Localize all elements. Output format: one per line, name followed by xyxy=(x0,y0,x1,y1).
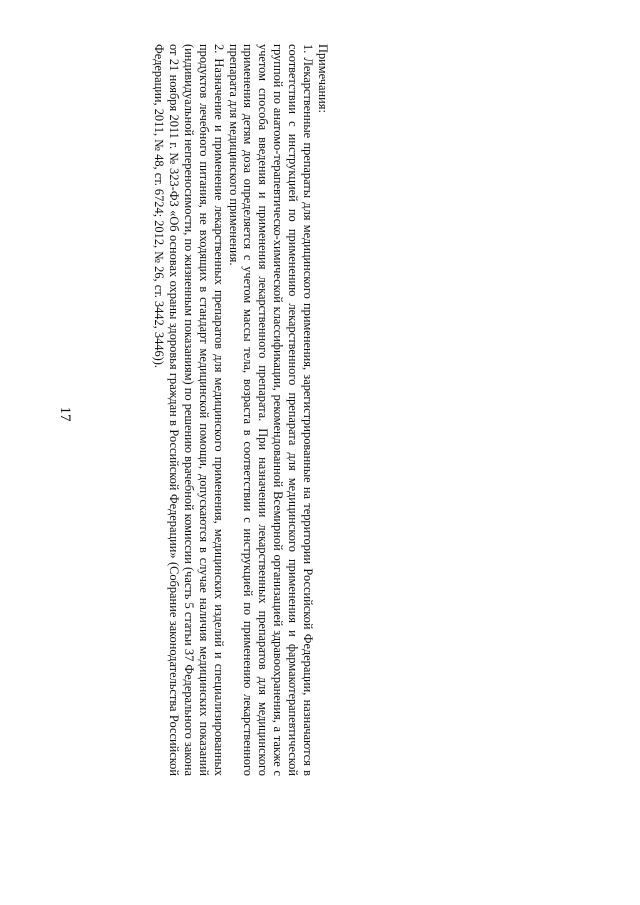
note-item-2: 2. Назначение и применение лекарственных препаратов для медицинского применения, медицинских изделий и специализированных продуктов лечебного питания, не входящих в стандарт медицинской помощи, допускаются в случае наличия медицинских показаний (индивидуальной непереносимости, по жизненным показаниям) по решению врачебной комиссии (часть 5 статьи 37 Федерального закона от 21 ноября 2011 г. № 323-ФЗ «Об основах охраны здоровья граждан в Российской Федерации» (Собрание законодательства Российской Федерации, 2011, № 48, ст. 6724; 2012, № 26, ст. 3442, 3446)). xyxy=(152,44,226,776)
page-number: 17 xyxy=(57,406,73,422)
notes-heading: Примечания: xyxy=(316,44,330,113)
note-item-1: 1. Лекарственные препараты для медицинского применения, зарегистрированные на территории Российской Федерации, назначаются в соответствии с инструкцией по применению лекарственного препарата для медицинского применения и фармакотерапевтической группой по анатомо-терапевтическо-химической классификации, рекомендованной Всемирной организацией здравоохранения, а также с учетом способа введения и применения лекарственного препарата. При назначении лекарственных препаратов для медицинского применения детям доза определяется с учетом массы тела, возраста в соответствии с инструкцией по применению лекарственного препарата для медицинского применения. xyxy=(226,44,316,776)
notes-block xyxy=(122,40,330,780)
